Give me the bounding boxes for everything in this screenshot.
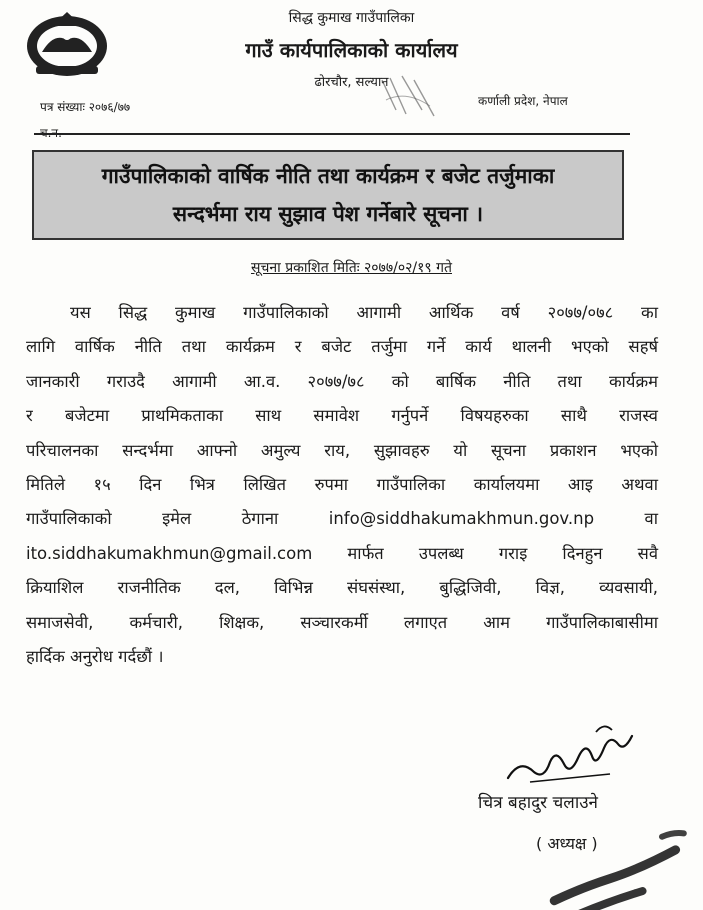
- body-line: समाजसेवी, कर्मचारी, शिक्षक, सञ्चारकर्मी लगाएत आम गाउँपालिकाबासीमा: [26, 612, 658, 632]
- office-name: गाउँ कार्यपालिकाको कार्यालय: [245, 38, 458, 62]
- body-line: क्रियाशिल राजनीतिक दल, विभिन्न संघसंस्था, बुद्धिजिवी, विज्ञ, व्यवसायी,: [26, 578, 658, 598]
- header-divider: [34, 133, 630, 135]
- organization-name: सिद्ध कुमाख गाउँपालिका: [288, 10, 415, 26]
- body-line: मितिले १५ दिन भित्र लिखित रुपमा गाउँपालिका कार्यालयमा आइ अथवा: [26, 475, 658, 495]
- province-label: कर्णाली प्रदेश, नेपाल: [478, 94, 568, 108]
- body-line: जानकारी गराउदै आगामी आ.व. २०७७/७८ को बार्षिक नीति तथा कार्यक्रम: [26, 371, 658, 391]
- notice-title-line: गाउँपालिकाको वार्षिक नीति तथा कार्यक्रम र बजेट तर्जुमाका: [101, 164, 555, 188]
- body-line: परिचालनका सन्दर्भमा आफ्नो अमुल्य राय, सुझावहरु यो सूचना प्रकाशन भएको: [26, 440, 658, 460]
- notice-title-box: [32, 150, 624, 240]
- body-line: गाउँपालिकाको इमेल ठेगाना info@siddhakumakhmun.gov.np वा: [26, 509, 658, 529]
- body-line: ito.siddhakumakhmun@gmail.com मार्फत उपलब्ध गराइ दिनहुन सवै: [26, 543, 658, 563]
- body-line: लागि वार्षिक नीति तथा कार्यक्रम र बजेट तर्जुमा गर्ने कार्य थालनी भएको सहर्ष: [26, 337, 658, 357]
- office-address: ढोरचौर, सल्यान: [314, 75, 389, 90]
- handwritten-signature: [500, 718, 640, 790]
- signatory-designation: ( अध्यक्ष ): [536, 834, 598, 853]
- published-date-text: सूचना प्रकाशित मितिः २०७७/०२/१९ गते: [251, 260, 452, 276]
- received-stamp-mark: [376, 70, 440, 134]
- dispatch-number: च.न.: [40, 126, 62, 140]
- body-line: हार्दिक अनुरोध गर्दछौं ।: [26, 647, 164, 667]
- body-line: र बजेटमा प्राथमिकताका साथ समावेश गर्नुपर्ने विषयहरुका साथै राजस्व: [26, 406, 658, 426]
- letter-number: पत्र संख्याः २०७६/७७: [40, 100, 131, 114]
- notice-body: [26, 296, 658, 674]
- notice-title-line: सन्दर्भमा राय सुझाव पेश गर्नेबारे सूचना ।: [172, 202, 484, 226]
- body-line: यस सिद्ध कुमाख गाउँपालिकाको आगामी आर्थिक वर्ष २०७७/०७८ का: [70, 303, 658, 322]
- official-seal-stamp: [520, 826, 703, 910]
- published-date: [0, 258, 703, 277]
- signatory-name: चित्र बहादुर चलाउने: [478, 793, 598, 813]
